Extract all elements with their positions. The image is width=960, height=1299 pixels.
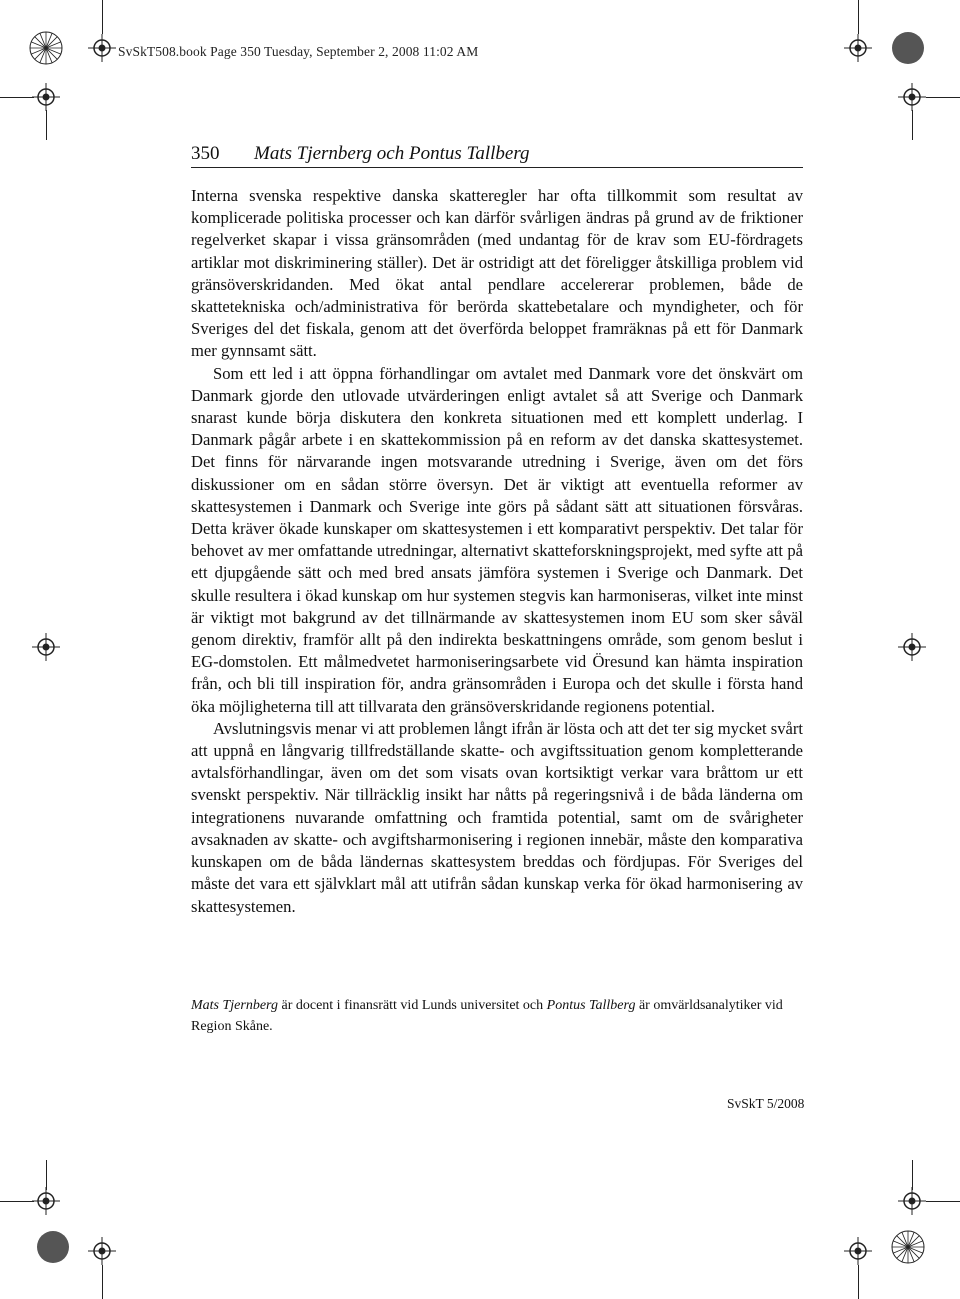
registration-mark-icon [88, 1237, 116, 1265]
registration-mark-icon [32, 83, 60, 111]
starburst-mark-icon [29, 31, 63, 65]
crop-line [0, 1201, 34, 1202]
paragraph: Avslutningsvis menar vi att problemen långt ifrån är lösta och att det ter sig mycket svårt att uppnå en långvarig tillfredställande skatte- och avgiftssituation genom kompletterande avtalsförhandlingar, även om det som visats ovan kortsiktigt verkar vara bråttom ur ett svenskt perspektiv. När tillräcklig insikt har nåtts på regeringsnivå i de båda länderna om integrationens nuvarande omfattning och framtida potential, samt om de svårigheter avsaknaden av skatte- och avgiftsharmonisering i regionen innebär, måste den komparativa kunskapen om de båda ländernas skattesystem breddas och fördjupas. För Sveriges del måste det vara ett självklart mål att utifrån sådan kunskap verka för ökad harmonisering av skattesystemen. [191, 718, 804, 916]
crop-line [912, 1160, 913, 1190]
gray-disc-mark-icon [891, 31, 925, 65]
crop-line [912, 110, 913, 140]
crop-line [926, 97, 960, 98]
page-number: 350 [191, 143, 220, 164]
registration-mark-icon [898, 83, 926, 111]
author-note-text: är omvärldsanalytiker vid Region Skåne. [191, 998, 783, 1034]
running-header [191, 141, 803, 168]
author-note-text: är docent i finansrätt vid Lunds universitet och [277, 998, 547, 1013]
crop-line [858, 0, 859, 34]
paragraph: Interna svenska respektive danska skatteregler har ofta tillkommit som resultat av komplicerade politiska processer och kan därför svårligen ändras på grund av de friktioner regelverket skapar i vissa gränsområden (med undantag för de krav som EU-fördragets artiklar mot diskriminering ställer). Det är ostridigt att det föreligger åtskilliga problem vid gränsöverskridanden. Med ökat antal pendlare accelererar problemen, både de skattetekniska och/administrativa för berörda skattebetalare och myndigheter, och för Sveriges del det fiskala, genom att det överförda beloppet framräknas på ett för Danmark mer gynnsamt sätt. [191, 186, 803, 361]
author-name: Mats Tjernberg [191, 998, 278, 1013]
paragraph: Som ett led i att öppna förhandlingar om avtalet med Danmark vore det önskvärt om Danmark gjorde den utlovade utvärderingen enligt avtalet så att Sverige och Danmark snarast kunde börja diskutera den konkreta situationen med ett komplett underlag. I Danmark pågår arbete i en skattekommission på en reform av det danska skattesystemet. Det finns för närvarande ingen motsvarande utredning i Sverige, även om det förs diskussioner om en sådan större översyn. Det är viktigt att eventuella reformer av skattesystemen i Danmark och Sverige inte görs på sådant sätt att situationen försvåras. Detta kräver ökade kunskaper om skattesystemen i ett komparativt perspektiv. Det talar för behovet av mer omfattande utredningar, alternativt skatteforskningsprojekt, med syfte att på ett djupgående sätt och med bred ansats jämföra systemen i Sverige och Danmark. Det skulle resultera i ökad kunskap om hur systemen stegvis kan harmoniseras, vilket inte minst är viktigt mot bakgrund av det tillnärmande av skattesystemen inom EU som sker såväl genom direktiv, framför allt på den indirekta beskattningens område, som genom beslut i EG-domstolen. Ett målmedvetet harmoniseringsarbete vid Öresund kan hämta inspiration från, och bli till inspiration för, andra gränsområden i Europa och det skulle i första hand öka möjligheterna till att tillvarata den gränsöverskridande regionens potential. [191, 363, 803, 716]
crop-line [926, 1201, 960, 1202]
registration-mark-icon [898, 1187, 926, 1215]
author-name: Pontus Tallberg [546, 998, 636, 1013]
gray-disc-mark-icon [36, 1230, 70, 1264]
article-body [191, 185, 803, 918]
registration-mark-icon [32, 1187, 60, 1215]
registration-mark-icon [898, 633, 926, 661]
crop-line [46, 110, 47, 140]
crop-line [102, 1265, 103, 1299]
crop-line [0, 97, 34, 98]
journal-footer: SvSkT 5/2008 [727, 1096, 805, 1111]
registration-mark-icon [88, 34, 116, 62]
crop-line [102, 0, 103, 34]
registration-mark-icon [844, 1237, 872, 1265]
print-slug: SvSkT508.book Page 350 Tuesday, September 2, 2008 11:02 AM [118, 44, 479, 59]
starburst-mark-icon [891, 1230, 925, 1264]
author-note [191, 995, 803, 1037]
registration-mark-icon [844, 34, 872, 62]
registration-mark-icon [32, 633, 60, 661]
crop-line [858, 1265, 859, 1299]
running-header-authors: Mats Tjernberg och Pontus Tallberg [254, 143, 530, 164]
crop-line [46, 1160, 47, 1190]
